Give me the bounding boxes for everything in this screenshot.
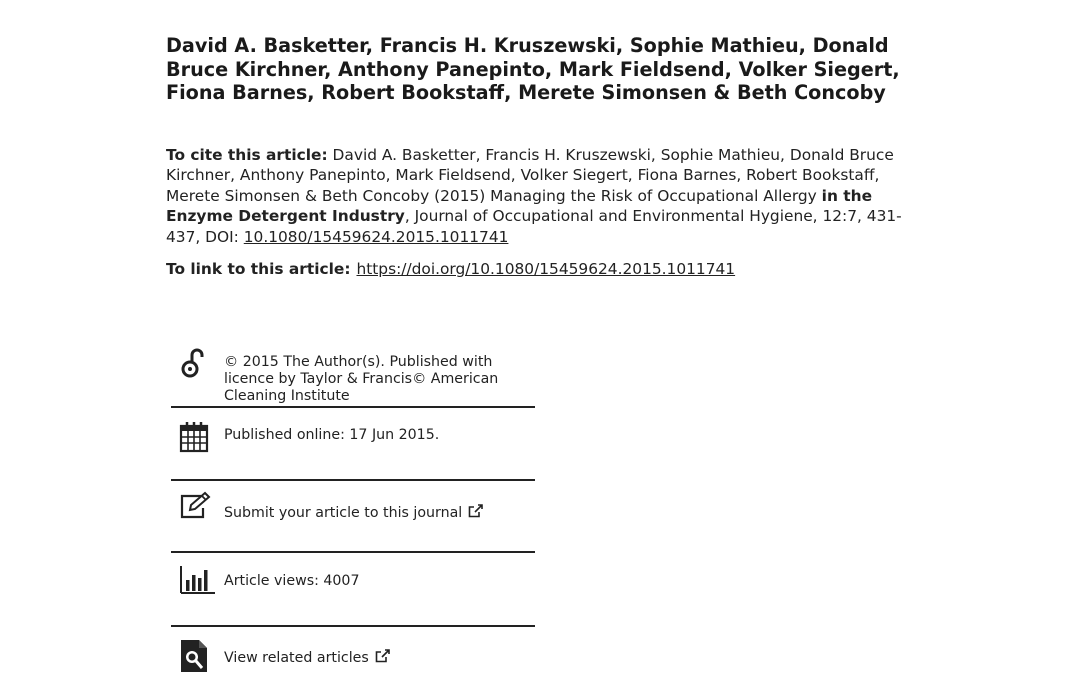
calendar-icon xyxy=(179,420,213,454)
external-link-icon xyxy=(468,504,483,523)
license-row xyxy=(171,346,535,404)
link-label: To link to this article: xyxy=(166,260,351,278)
citation-text-2: , Journal of Occupational and Environmental Hygiene, 12:7, 431-437, DOI: xyxy=(166,207,902,246)
divider xyxy=(171,406,535,408)
view-related-articles-link[interactable] xyxy=(224,649,524,668)
divider xyxy=(171,479,535,481)
license-text: © 2015 The Author(s). Published with licence by Taylor & Francis© American Cleaning Institute xyxy=(224,354,499,404)
divider xyxy=(171,625,535,627)
article-views-text: Article views: 4007 xyxy=(224,573,360,589)
related-row[interactable] xyxy=(171,636,535,675)
article-doi-url[interactable]: https://doi.org/10.1080/15459624.2015.1011741 xyxy=(356,260,736,278)
submit-article-link[interactable] xyxy=(224,504,524,523)
published-row xyxy=(171,418,535,468)
related-articles-label: View related articles xyxy=(224,650,369,666)
citation-doi-link[interactable]: 10.1080/15459624.2015.1011741 xyxy=(243,227,509,246)
citation-label: To cite this article: xyxy=(166,146,328,164)
open-access-icon xyxy=(179,346,213,380)
document-search-icon xyxy=(179,638,213,672)
citation-text-1: David A. Basketter, Francis H. Kruszewski, Sophie Mathieu, Donald Bruce Kirchner, Anthony Panepinto, Mark Fieldsend, Volker Siegert, Fiona Barnes, Robert Bookstaff, Merete Simonsen & Beth Concoby (2015) Managing the Risk of Occupational Allergy xyxy=(166,146,894,205)
edit-icon xyxy=(179,490,213,524)
citation-title-bold: in the Enzyme Detergent Industry xyxy=(166,186,873,226)
external-link-icon xyxy=(375,649,390,668)
published-date-text: Published online: 17 Jun 2015. xyxy=(224,427,440,443)
submit-article-label: Submit your article to this journal xyxy=(224,505,463,521)
citation-block xyxy=(166,145,926,247)
views-row xyxy=(171,562,535,612)
submit-row[interactable] xyxy=(171,490,535,540)
article-link-line xyxy=(166,259,926,279)
bar-chart-icon xyxy=(179,564,213,598)
article-authors: David A. Basketter, Francis H. Kruszewski, Sophie Mathieu, Donald Bruce Kirchner, Anthony Panepinto, Mark Fieldsend, Volker Siegert, Fiona Barnes, Robert Bookstaff, Merete Simonsen & Beth Concoby xyxy=(166,34,900,104)
divider xyxy=(171,551,535,553)
